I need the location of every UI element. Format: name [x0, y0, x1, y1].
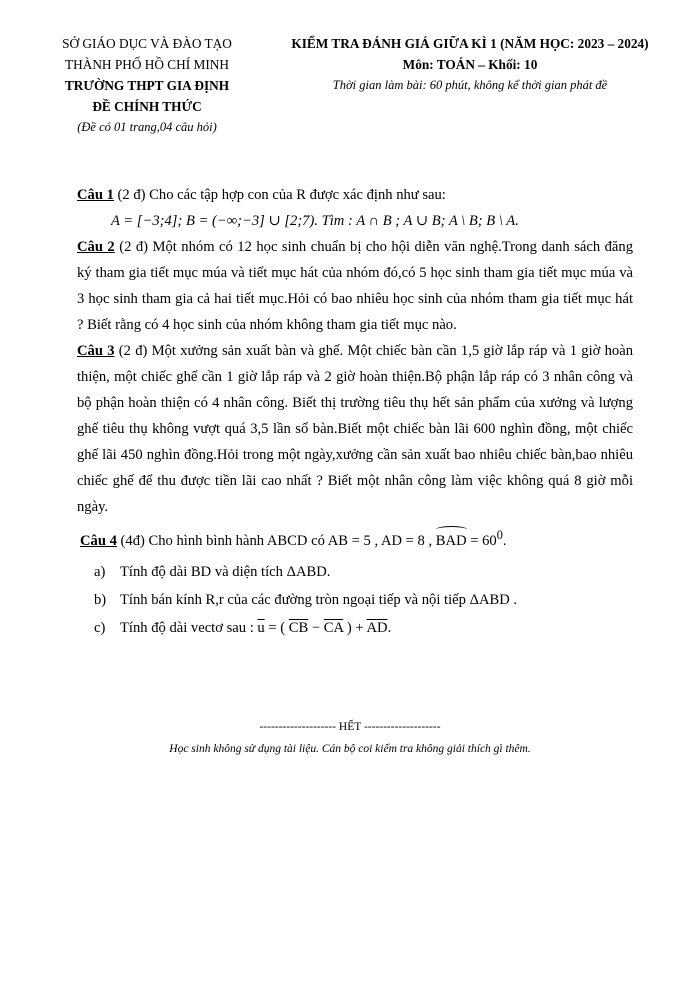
time-line: Thời gian làm bài: 60 phút, không kể thời gian phát đề: [332, 78, 608, 92]
question-1-text: (2 đ) Cho các tập hợp con của R được xác định như sau:: [113, 187, 446, 203]
header-right: [270, 33, 670, 96]
vector-ad: $\overline{AD}$: [366, 619, 388, 636]
page-count-note: (Đề có 01 trang,04 câu hỏi): [77, 120, 217, 134]
exam-title: KIỂM TRA ĐÁNH GIÁ GIỮA KÌ 1 (NĂM HỌC: 2023 – 2024): [291, 36, 649, 51]
footer-note: Học sinh không sử dụng tài liệu. Cán bộ coi kiểm tra không giải thích gì thêm.: [169, 743, 531, 755]
angle-value: = 60: [466, 532, 497, 549]
header-left: [40, 33, 254, 138]
department-name: SỞ GIÁO DỤC VÀ ĐÀO TẠO: [62, 36, 232, 51]
end-marker: -------------------- HẾT --------------------: [259, 721, 441, 733]
question-2: [77, 234, 633, 338]
question-4-item-a: [94, 558, 633, 586]
question-4: [77, 522, 633, 642]
question-1: [77, 182, 633, 234]
item-b-text: Tính bán kính R,r của các đường tròn ngoại tiếp và nội tiếp ΔABD .: [120, 591, 518, 608]
question-1-label: Câu 1: [77, 187, 114, 203]
vector-cb: $\overline{CB}$: [288, 619, 309, 636]
exam-body: [77, 182, 633, 642]
question-3-text: (2 đ) Một xưởng sản xuất bàn và ghế. Một chiếc bàn cần 1,5 giờ lắp ráp và 1 giờ hoàn thiện, một chiếc ghế cần 1 giờ lắp ráp và 2 giờ hoàn thiện.Bộ phận lắp ráp có 3 nhân công và bộ phận hoàn thiện có 4 nhân công. Biết thị trường tiêu thụ hết sản phẩm của xưởng và lượng ghế tiêu thụ không vượt quá 3,5 lần số bàn.Biết một chiếc bàn lãi 600 nghìn đồng, một chiếc ghế lãi 450 nghìn đồng.Hỏi trong một ngày,xưởng cần sản xuất bao nhiêu chiếc bàn,bao nhiêu chiếc ghế để thu được tiền lãi cao nhất ? Biết một nhân công làm việc không quá 8 giờ mỗi ngày.: [77, 343, 633, 515]
item-c-prefix: Tính độ dài vectơ sau :: [120, 619, 258, 636]
vector-end: .: [387, 619, 392, 636]
vector-close: ) +: [343, 619, 367, 636]
item-c-label: c): [94, 619, 106, 636]
item-a-text: Tính độ dài BD và diện tích ΔABD.: [120, 563, 331, 580]
vector-minus: −: [308, 619, 324, 636]
question-3: [77, 338, 633, 520]
item-b-label: b): [94, 591, 107, 608]
question-4-item-c: [94, 614, 633, 642]
angle-degree: 0: [496, 528, 503, 542]
question-4-label: Câu 4: [80, 532, 117, 549]
item-a-label: a): [94, 563, 106, 580]
question-3-label: Câu 3: [77, 343, 115, 359]
question-2-label: Câu 2: [77, 239, 115, 255]
subject-line: Môn: TOÁN – Khối: 10: [402, 57, 538, 72]
question-2-text: (2 đ) Một nhóm có 12 học sinh chuẩn bị cho hội diễn văn nghệ.Trong danh sách đăng ký tham gia tiết mục múa và tiết mục hát của nhóm đó,có 5 học sinh tham gia tiết mục múa và 3 học sinh tham gia cả hai tiết mục.Hỏi có bao nhiêu học sinh của nhóm tham gia tiết mục hát ? Biết rằng có 4 học sinh của nhóm không tham gia tiết mục nào.: [77, 239, 633, 333]
vector-ca: $\overline{CA}$: [323, 619, 344, 636]
vector-eq: = (: [264, 619, 289, 636]
city-name: THÀNH PHỐ HỒ CHÍ MINH: [65, 57, 229, 72]
question-4-item-b: [94, 586, 633, 614]
question-4-items: [94, 558, 633, 642]
vector-u: $\overline{u}$: [257, 619, 265, 636]
official-label: ĐỀ CHÍNH THỨC: [92, 99, 202, 114]
angle-bad: BAD: [436, 528, 467, 554]
question-4-text: (4đ) Cho hình bình hành ABCD có AB = 5 , AD = 8 ,: [116, 532, 436, 549]
question-1-formula: A = [−3;4]; B = (−∞;−3] ∪ [2;7). Tìm : A ∩ B ; A ∪ B; A \ B; B \ A.: [111, 213, 519, 229]
school-name: TRƯỜNG THPT GIA ĐỊNH: [64, 78, 230, 93]
angle-end: .: [502, 532, 507, 549]
